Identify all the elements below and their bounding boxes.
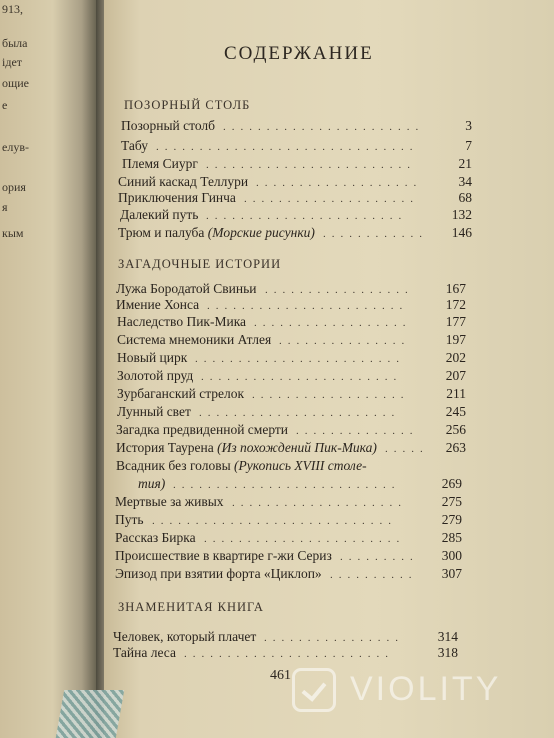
entry-title-text: Табу	[121, 138, 149, 153]
left-page-fragment: ощие	[2, 76, 29, 90]
leader-dots: .....	[385, 443, 429, 455]
page-number-ref: 263	[445, 440, 466, 455]
leader-dots: ...............	[279, 335, 411, 347]
toc-entry-title	[122, 156, 198, 172]
toc-entry-title	[118, 225, 315, 241]
toc-entry-title	[117, 350, 187, 366]
toc-entry[interactable]	[0, 645, 554, 665]
page-number-ref: 275	[441, 494, 462, 509]
leader-dots: ..........	[330, 569, 418, 581]
entry-title-text: Загадка предвиденной смерти	[116, 422, 289, 437]
toc-entry[interactable]	[0, 225, 554, 245]
toc-entry-title	[115, 566, 322, 582]
left-page-fragment: елув-	[2, 140, 29, 154]
leader-dots: ................	[264, 632, 404, 644]
left-page-fragment: ория	[2, 180, 26, 194]
toc-entry-title	[115, 494, 224, 510]
toc-entry[interactable]	[0, 476, 554, 496]
entry-title-text: Трюм и палуба	[118, 225, 205, 240]
left-page-fragment: 913,	[2, 2, 23, 16]
leader-dots: .........	[340, 551, 419, 563]
entry-title-text: Племя Сиург	[122, 156, 198, 171]
toc-entry-title	[113, 645, 176, 661]
toc-entry-title	[116, 458, 367, 474]
watermark-text: VIOLITY	[350, 670, 502, 708]
toc-entry-title	[117, 314, 246, 330]
entry-title-text: Путь	[115, 512, 144, 527]
leader-dots: ..................	[254, 317, 412, 329]
toc-entry[interactable]	[0, 386, 554, 406]
toc-entry-title	[117, 368, 193, 384]
toc-entry-title	[115, 512, 144, 528]
toc-entry[interactable]	[0, 314, 554, 334]
toc-entry[interactable]	[0, 156, 554, 176]
page-number-ref: 245	[445, 404, 466, 419]
entry-title-text: Имение Хонса	[116, 297, 200, 312]
entry-title-text: Наследство Пик-Мика	[117, 314, 247, 329]
toc-entry[interactable]	[0, 118, 554, 138]
page-number-ref: 197	[445, 332, 466, 347]
page-number-ref: 207	[445, 368, 466, 383]
section-heading: ПОЗОРНЫЙ СТОЛБ	[124, 98, 251, 112]
toc-entry[interactable]	[0, 368, 554, 388]
toc-entry-title	[113, 629, 256, 645]
page-number-ref: 177	[445, 314, 466, 329]
leader-dots: .................	[265, 284, 414, 296]
entry-title-text: Новый цирк	[117, 350, 188, 365]
page-number-ref: 68	[458, 190, 472, 205]
entry-title-text: Золотой пруд	[117, 368, 194, 383]
section-heading: ЗНАМЕНИТАЯ КНИГА	[118, 600, 264, 614]
entry-title-text: Система мнемоники Атлея	[117, 332, 272, 347]
toc-entry-title	[117, 386, 244, 402]
leader-dots: ..........................	[173, 479, 401, 491]
page-number-ref: 7	[465, 138, 472, 153]
entry-title-text: Зурбаганский стрелок	[117, 386, 245, 401]
leader-dots: .......................	[204, 533, 406, 545]
toc-entry-title	[116, 281, 257, 297]
toc-entry-title	[121, 138, 148, 154]
page-title: СОДЕРЖАНИЕ	[224, 43, 374, 64]
checkmark-logo-icon	[292, 668, 336, 712]
toc-entry-title	[138, 476, 165, 492]
watermark	[292, 666, 542, 722]
leader-dots: ............................	[152, 515, 397, 527]
leader-dots: ........................	[206, 159, 416, 171]
toc-entry[interactable]	[0, 350, 554, 370]
entry-subtitle: (Из похождений Пик-Мика)	[217, 440, 377, 455]
page-number: 461	[270, 668, 291, 683]
entry-title-text: Тайна леса	[113, 645, 176, 660]
leader-dots: ....................	[232, 497, 407, 509]
toc-entry-title	[116, 297, 199, 313]
leader-dots: .......................	[199, 407, 401, 419]
leader-dots: ............	[323, 228, 428, 240]
page-number-ref: 202	[445, 350, 466, 365]
entry-title-text: История Таурена	[116, 440, 214, 455]
toc-entry[interactable]	[0, 440, 554, 460]
entry-title-text: Рассказ Бирка	[115, 530, 196, 545]
leader-dots: .......................	[223, 121, 425, 133]
page-number-ref: 34	[458, 174, 472, 189]
page-number-ref: 21	[458, 156, 472, 171]
toc-entry-title	[120, 207, 198, 223]
entry-title-text: Эпизод при взятии форта «Циклоп»	[115, 566, 322, 581]
leader-dots: ........................	[184, 648, 394, 660]
page-number-ref: 269	[441, 476, 462, 491]
toc-entry-title	[117, 332, 271, 348]
page-number-ref: 285	[441, 530, 462, 545]
toc-entry-title	[116, 422, 288, 438]
toc-entry[interactable]	[0, 494, 554, 514]
toc-entry[interactable]	[0, 422, 554, 442]
toc-entry-title	[115, 530, 196, 546]
leader-dots: .......................	[207, 300, 409, 312]
left-page-fragment: я	[2, 200, 8, 214]
toc-entry[interactable]	[0, 332, 554, 352]
leader-dots: ...................	[256, 177, 423, 189]
toc-entry[interactable]	[0, 548, 554, 568]
entry-title-text: Человек, который плачет	[113, 629, 257, 644]
toc-entry[interactable]	[0, 458, 554, 478]
page-number-ref: 279	[441, 512, 462, 527]
leader-dots: .......................	[206, 210, 408, 222]
entry-subtitle: тия)	[138, 476, 166, 491]
entry-subtitle: (Морские рисунки)	[207, 225, 315, 240]
left-page-fragment: ідет	[2, 55, 23, 69]
toc-entry[interactable]	[0, 207, 554, 227]
section-heading: ЗАГАДОЧНЫЕ ИСТОРИИ	[118, 257, 282, 271]
cloth-background	[56, 690, 124, 738]
toc-entry-title	[121, 118, 215, 134]
page-number-ref: 3	[465, 118, 472, 133]
left-page-fragment: кым	[2, 226, 24, 240]
page-number-ref: 132	[451, 207, 472, 222]
toc-entry-title	[117, 404, 191, 420]
entry-title-text: Всадник без головы	[116, 458, 231, 473]
toc-entry-title	[118, 174, 248, 190]
entry-title-text: Происшествие в квартире г-жи Сериз	[115, 548, 332, 563]
entry-title-text: Позорный столб	[121, 118, 216, 133]
leader-dots: .......................	[201, 371, 403, 383]
toc-entry[interactable]	[0, 404, 554, 424]
leader-dots: ....................	[244, 193, 419, 205]
entry-title-text: Мертвые за живых	[115, 494, 224, 509]
page-number-ref: 256	[445, 422, 466, 437]
page-number-ref: 211	[446, 386, 466, 401]
toc-entry-title	[116, 440, 377, 456]
page-number-ref: 314	[437, 629, 458, 644]
leader-dots: ..............	[296, 425, 419, 437]
entry-title-text: Лунный свет	[117, 404, 191, 419]
page-number-ref: 307	[441, 566, 462, 581]
left-page-fragment: была	[2, 36, 28, 50]
page-number-ref: 300	[441, 548, 462, 563]
toc-entry[interactable]	[0, 530, 554, 550]
page-number-ref: 172	[445, 297, 466, 312]
toc-entry-title	[115, 548, 332, 564]
page-number-ref: 167	[445, 281, 466, 296]
toc-entry-title	[118, 190, 236, 206]
entry-title-text: Лужа Бородатой Свиньи	[116, 281, 257, 296]
left-page-fragment: е	[2, 98, 8, 112]
page-number-ref: 318	[437, 645, 458, 660]
page-number-ref: 146	[451, 225, 472, 240]
toc-entry[interactable]	[0, 566, 554, 586]
entry-title-text: Приключения Гинча	[118, 190, 236, 205]
leader-dots: ..............................	[156, 141, 419, 153]
leader-dots: ..................	[252, 389, 410, 401]
leader-dots: ........................	[195, 353, 405, 365]
entry-title-text: Синий каскад Теллури	[118, 174, 249, 189]
toc-entry[interactable]	[0, 138, 554, 158]
toc-entry[interactable]	[0, 512, 554, 532]
entry-title-text: Далекий путь	[120, 207, 199, 222]
entry-subtitle: (Рукопись XVIII столе-	[234, 458, 367, 473]
